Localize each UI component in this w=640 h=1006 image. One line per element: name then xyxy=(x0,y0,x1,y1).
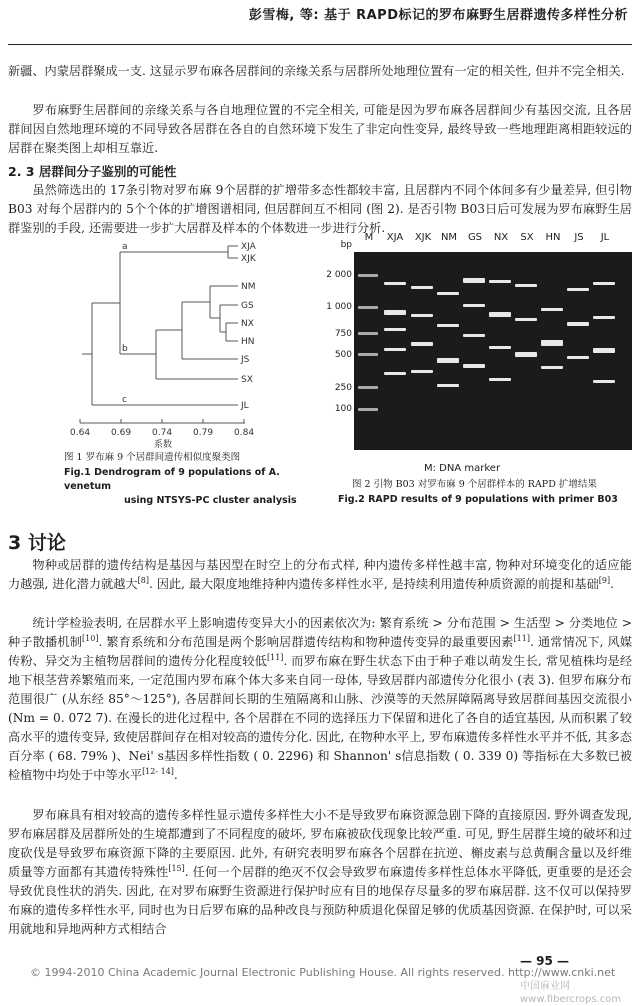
node-label-a: a xyxy=(122,242,128,252)
paragraph-4-text-a: 物种或居群的遗传结构是基因与基因型在时空上的分布式样, 种内遗传多样性越丰富, 物种对环境变化的适应能力越强, 进化潜力就越大 xyxy=(8,558,632,591)
paragraph-5 xyxy=(8,614,632,785)
paragraph-2: 罗布麻野生居群间的亲缘关系与各自地理位置的不完全相关, 可能是因为罗布麻各居群间少有基因交流, 且各居群间因自然地理环境的不同导致各居群在各自的自然环境下发生了非定向性变异, 最终导致一些地理距离相距较远的居群在聚类图上却相互靠近. xyxy=(8,103,632,155)
paragraph-6 xyxy=(8,806,632,939)
leaf-label-sx: SX xyxy=(241,375,253,385)
marker-label-250: 250 xyxy=(334,383,352,393)
paragraph-1: 新疆、内蒙居群聚成一支. 这显示罗布麻各居群间的亲缘关系与居群所处地理位置有一定的相关性, 但并不完全相关. xyxy=(8,64,625,78)
node-label-b: b xyxy=(122,344,128,354)
dendrogram-svg xyxy=(60,233,315,449)
paragraph-5-text-c: . 通常情况下, 风媒传粉、异交为主植物居群间的遗传分化程度较低 xyxy=(8,635,633,668)
header-rule xyxy=(8,44,632,45)
axis-tick-label: 0.69 xyxy=(111,428,132,438)
citation-ref: [10] xyxy=(82,633,99,643)
marker-label-1000: 1 000 xyxy=(326,302,352,312)
page-header xyxy=(0,0,640,50)
paragraph-4 xyxy=(8,556,632,594)
site-watermark: 中国麻业网 www.fibercrops.com xyxy=(520,981,622,1005)
axis-label: 系数 xyxy=(154,440,173,449)
marker-label-750: 750 xyxy=(334,329,352,339)
gel-image xyxy=(354,252,632,450)
lane-label-jl: JL xyxy=(600,232,610,243)
citation-ref: [15] xyxy=(168,863,185,873)
figure-2-marker-note: M: DNA marker xyxy=(424,463,501,474)
paragraph-4-text-c: . xyxy=(610,577,614,591)
citation-ref: [8] xyxy=(137,575,149,585)
citation-ref: [12- 14] xyxy=(142,766,174,776)
citation-ref: [11] xyxy=(266,652,284,662)
axis-tick-label: 0.64 xyxy=(70,428,91,438)
leaf-label-nm: NM xyxy=(241,282,256,292)
section-heading-3: 3 讨论 xyxy=(8,532,66,554)
size-unit-label: bp xyxy=(340,240,352,250)
lane-label-m: M xyxy=(364,232,374,243)
paragraph-6-text-a: 罗布麻具有相对较高的遗传多样性显示遗传多样性大小不是导致罗布麻资源急剧下降的直接原因. 野外调查发现, 罗布麻居群及居群所处的生境都遭到了不同程度的破坏, 罗布麻被砍伐现象比较严重. 可见, 野生居群生境的破坏和过度砍伐是导致罗布麻资源下降的主要原因. 此外, 有研究表明罗布麻各个居群在抗逆、槲皮素与总黄酮含量以及纤维质量等方面都有其遗传特殊性 xyxy=(8,808,632,879)
leaf-label-jl: JL xyxy=(241,401,249,411)
axis-tick-label: 0.74 xyxy=(152,428,173,438)
paragraph-3: 虽然筛选出的 17条引物对罗布麻 9个居群的扩增带多态性都较丰富, 且居群内不同个体间多有少量差异, 但引物 B03 对每个居群内的 5个个体的扩增图谱相同, 但居群间互不相同 (图 2). 是否引物 B03日后可发展为罗布麻野生居群鉴别的手段, 还需要进一步扩大居群及样本的个体数进一步进行分析. xyxy=(8,183,632,235)
figure-1-caption-cn: 图 1 罗布麻 9 个居群间遗传相似度聚类图 xyxy=(64,452,241,463)
figure-1-caption-en xyxy=(64,466,324,508)
lane-label-xja: XJA xyxy=(386,232,404,243)
axis-tick-label: 0.84 xyxy=(234,428,255,438)
leaf-label-js: JS xyxy=(241,355,250,365)
axis-tick-label: 0.79 xyxy=(193,428,214,438)
figure-2-gel xyxy=(326,232,632,460)
lane-label-js: JS xyxy=(574,232,584,243)
paragraph-5-text-e: . xyxy=(173,768,178,782)
lane-label-gs: GS xyxy=(467,232,483,243)
marker-label-500: 500 xyxy=(334,350,352,360)
figure-1-caption-en-line2: using NTSYS-PC cluster analysis xyxy=(124,495,297,506)
lane-label-xjk: XJK xyxy=(414,232,432,243)
copyright-footer: © 1994-2010 China Academic Journal Electronic Publishing House. All rights reserved. http://www.cnki.net xyxy=(30,966,616,979)
figure-1-caption-en-line1: Fig.1 Dendrogram of 9 populations of A. venetum xyxy=(64,467,280,492)
paragraph-4-text-b: . 因此, 最大限度地维持种内遗传多样性水平, 是持续利用遗传种质资源的前提和基础 xyxy=(148,577,599,591)
lane-label-hn: HN xyxy=(545,232,561,243)
marker-label-2000: 2 000 xyxy=(326,270,352,280)
paragraph-5-text-a: 统计学检验表明, 在居群水平上影响遗传变异大小的因素依次为: 繁育系统 > 分布范围 > 生活型 > 分类地位 > 种子散播机制 xyxy=(8,616,632,649)
leaf-label-xjk: XJK xyxy=(241,254,256,264)
leaf-label-hn: HN xyxy=(241,337,255,347)
leaf-label-nx: NX xyxy=(241,319,254,329)
paragraph-5-text-d: . 而罗布麻在野生状态下由于种子难以萌发生长, 常见植株均是经地下根茎营养繁殖而来, 一定范围内罗布麻个体大多来自同一母体, 导致居群内部遗传分化很小 (表 3). 但罗布麻分布范围很广 (从东经 85°～125°), 各居群间长期的生殖隔离和山脉、沙漠等的天然屏障隔离导致居群间基因交流很小 (Nm = 0. 072 7). 在漫长的进化过程中, 各个居群在不同的选择压力下保留和进化了各自的适宜基因, 从而积累了较高水平的遗传变异, 致使居群间存在相对较高的遗传分化. 因此, 在物种水平上, 罗布麻遗传多样性水平并不低, 其多态百分率 ( 68. 79% )、Nei' s基因多样性指数 ( 0. 2296) 和 Shannon' s信息指数 ( 0. 339 0) 等指标在大多数已被检植物中均处于中等水平 xyxy=(8,654,633,782)
leaf-label-xja: XJA xyxy=(241,242,256,252)
figure-2-caption-en: Fig.2 RAPD results of 9 populations with primer B03 xyxy=(338,494,618,505)
paragraph-6-text-b: . 任何一个居群的绝灭不仅会导致罗布麻遗传多样性总体水平降低, 更重要的是还会导致优良性状的消失. 因此, 在对罗布麻野生资源进行保护时应有目的地保存尽量多的罗布麻居群. 这不仅可以保持罗布麻的遗传多样性水平, 同时也为日后罗布麻的品种改良与预防种质退化保留足够的优质基因资源. 在保护时, 可以采用就地和异地两种方式相结合 xyxy=(8,865,633,936)
lane-label-sx: SX xyxy=(520,232,534,243)
page-number: — 95 — xyxy=(520,954,570,968)
leaf-label-gs: GS xyxy=(241,301,254,311)
lane-label-nx: NX xyxy=(493,232,509,243)
marker-label-100: 100 xyxy=(334,404,352,414)
section-heading-2-3: 2. 3 居群间分子鉴别的可能性 xyxy=(8,164,177,179)
citation-ref: [11] xyxy=(513,633,530,643)
figure-1-dendrogram xyxy=(60,233,315,449)
node-label-c: c xyxy=(122,395,127,405)
running-title: 彭雪梅, 等: 基于 RAPD标记的罗布麻野生居群遗传多样性分析 xyxy=(248,8,628,23)
lane-label-nm: NM xyxy=(440,232,458,243)
paragraph-5-text-b: . 繁育系统和分布范围是两个影响居群遗传结构和物种遗传变异的最重要因素 xyxy=(98,635,514,649)
figure-2-caption-cn: 图 2 引物 B03 对罗布麻 9 个居群样本的 RAPD 扩增结果 xyxy=(352,479,597,490)
citation-ref: [9] xyxy=(598,575,611,585)
